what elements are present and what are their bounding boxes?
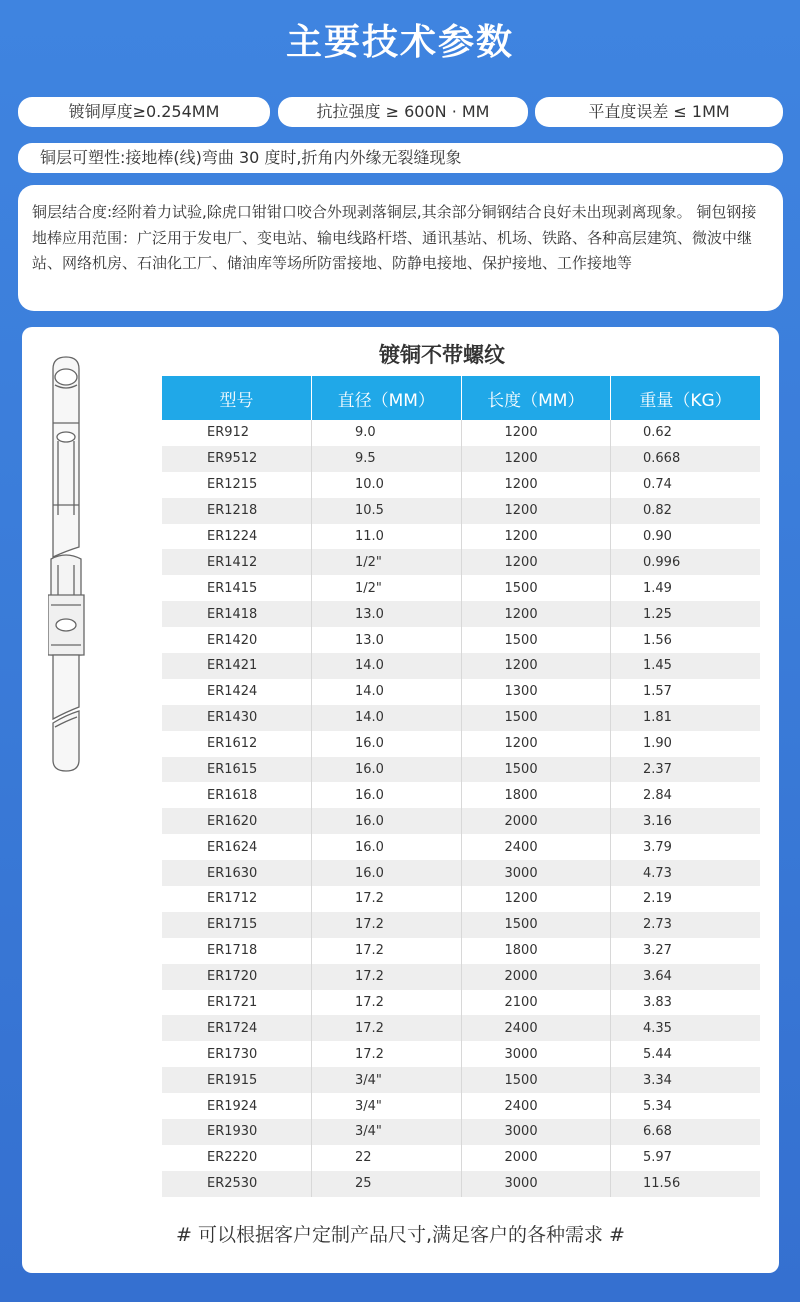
footer-note: # 可以根据客户定制产品尺寸,满足客户的各种需求 # [176,1224,625,1246]
cell-length: 1200 [461,498,611,524]
table-row [162,1145,760,1171]
cell-model: ER1624 [207,839,258,855]
table-row [162,575,760,601]
cell-diameter: 9.5 [312,446,462,472]
cell-model: ER1420 [207,632,258,648]
cell-diameter: 16.0 [312,782,462,808]
cell-length: 1200 [461,601,611,627]
header-weight: 重量（KG） [611,376,761,420]
table-row [162,653,760,679]
cell-model: ER912 [207,425,250,441]
cell-model: ER1218 [162,498,312,524]
cell-weight: 0.82 [611,498,761,524]
table-row [162,524,760,550]
cell-diameter: 16.0 [312,834,462,860]
cell-diameter: 17.2 [312,1041,462,1067]
cell-diameter: 3/4" [312,1093,462,1119]
cell-diameter: 11.0 [312,524,462,550]
cell-weight: 3.64 [611,964,761,990]
header-model: 型号 [162,376,312,420]
cell-diameter: 22 [312,1145,462,1171]
header-diameter: 直径（MM） [312,376,462,420]
table-row [162,705,760,731]
cell-model: ER9512 [162,446,312,472]
cell-diameter: 3/4" [312,1119,462,1145]
cell-length: 3000 [461,1119,611,1145]
table-row [162,627,760,653]
cell-weight: 0.90 [611,524,761,550]
cell-length: 1200 [461,472,611,498]
cell-model: ER1415 [207,580,258,596]
cell-model: ER1715 [162,912,312,938]
cell-model: ER1620 [162,808,312,834]
cell-model: ER1915 [162,1067,312,1093]
cell-weight: 1.25 [611,601,761,627]
cell-weight: 1.45 [611,653,761,679]
cell-length: 2400 [461,834,611,860]
table-row [162,860,760,886]
cell-diameter: 17.2 [312,990,462,1016]
cell-length: 1800 [461,782,611,808]
spec-thickness: 镀铜厚度≥0.254MM [18,97,270,127]
cell-diameter: 14.0 [312,705,462,731]
cell-diameter: 16.0 [312,731,462,757]
spec-table-card [22,327,779,1273]
table-row [162,679,760,705]
cell-length: 2400 [461,1093,611,1119]
cell-model: ER1430 [162,705,312,731]
cell-diameter: 17.2 [312,938,462,964]
table-row [162,808,760,834]
table-title: 镀铜不带螺纹 [379,343,505,367]
cell-diameter: 10.0 [312,472,462,498]
page-title: 主要技术参数 [285,22,514,63]
cell-model: ER1424 [207,684,258,700]
table-row [162,1041,760,1067]
cell-model: ER1215 [207,477,258,493]
cell-diameter: 13.0 [312,627,462,653]
table-row [162,446,760,472]
cell-model: ER1930 [162,1119,312,1145]
cell-weight: 3.79 [611,834,761,860]
table-row [162,1119,760,1145]
cell-weight: 11.56 [611,1171,761,1197]
cell-weight: 4.73 [611,860,761,886]
cell-length: 1800 [461,938,611,964]
cell-model: ER1618 [207,787,258,803]
cell-model: ER1615 [162,757,312,783]
description-text: 铜层结合度:经附着力试验,除虎口钳钳口咬合外现剥落铜层,其余部分铜钢结合良好未出现剥离现象。 铜包钢接地棒应用范围：广泛用于发电厂、变电站、输电线路杆塔、通讯基站、机场、铁路、各种高层建筑、微波中继站、网络机房、石油化工厂、储油库等场所防雷接地、防静电接地、保护接地、工作接地等 [32,203,757,272]
cell-model: ER1924 [207,1098,258,1114]
cell-diameter: 13.0 [312,601,462,627]
table-row [162,498,760,524]
cell-weight: 3.16 [611,808,761,834]
table-header-row [162,376,760,420]
table-row [162,938,760,964]
cell-length: 1200 [461,549,611,575]
table-row [162,601,760,627]
cell-length: 1500 [461,757,611,783]
cell-weight: 5.97 [611,1145,761,1171]
cell-weight: 0.668 [611,446,761,472]
cell-weight: 3.27 [611,938,761,964]
cell-weight: 2.19 [611,886,761,912]
cell-weight: 0.62 [611,420,761,446]
header-length: 长度（MM） [461,376,611,420]
cell-model: ER1712 [207,891,258,907]
cell-diameter: 3/4" [312,1067,462,1093]
cell-diameter: 14.0 [312,653,462,679]
cell-model: ER2220 [207,1150,258,1166]
cell-weight: 4.35 [611,1015,761,1041]
cell-length: 2400 [461,1015,611,1041]
cell-diameter: 25 [312,1171,462,1197]
spec-table [162,376,760,1197]
cell-length: 2000 [461,1145,611,1171]
cell-diameter: 17.2 [312,964,462,990]
cell-model: ER1724 [162,1015,312,1041]
cell-weight: 3.34 [611,1067,761,1093]
cell-model: ER1721 [207,995,258,1011]
cell-model: ER1730 [207,1046,258,1062]
cell-weight: 3.83 [611,990,761,1016]
cell-weight: 1.56 [611,627,761,653]
cell-model: ER1630 [162,860,312,886]
cell-length: 3000 [461,860,611,886]
cell-weight: 2.37 [611,757,761,783]
table-row [162,1171,760,1197]
cell-length: 1500 [461,627,611,653]
cell-diameter: 17.2 [312,886,462,912]
cell-length: 1200 [461,653,611,679]
cell-diameter: 9.0 [312,420,462,446]
cell-diameter: 1/2" [312,549,462,575]
cell-length: 1200 [461,420,611,446]
table-row [162,964,760,990]
cell-model: ER1412 [162,549,312,575]
cell-model: ER1421 [162,653,312,679]
cell-model: ER1418 [162,601,312,627]
cell-weight: 1.57 [611,679,761,705]
table-row [162,549,760,575]
cell-length: 2000 [461,808,611,834]
cell-model: ER1224 [207,529,258,544]
cell-diameter: 1/2" [312,575,462,601]
ground-rod-illustration [48,355,104,775]
table-row [162,912,760,938]
table-row [162,782,760,808]
cell-length: 1500 [461,705,611,731]
cell-weight: 1.49 [611,575,761,601]
table-row [162,1015,760,1041]
cell-diameter: 10.5 [312,498,462,524]
cell-length: 1200 [461,446,611,472]
table-row [162,886,760,912]
table-row [162,420,760,446]
cell-length: 3000 [461,1171,611,1197]
cell-model: ER1720 [162,964,312,990]
cell-weight: 1.81 [611,705,761,731]
description-box [18,185,783,311]
cell-weight: 0.74 [611,472,761,498]
table-body [162,420,760,1197]
cell-diameter: 17.2 [312,1015,462,1041]
table-row [162,1067,760,1093]
cell-model: ER1718 [207,943,258,959]
cell-length: 1200 [461,886,611,912]
cell-length: 1200 [461,731,611,757]
cell-model: ER2530 [162,1171,312,1197]
spec-flatness: 平直度误差 ≤ 1MM [535,97,783,127]
cell-length: 1200 [461,524,611,550]
cell-weight: 2.73 [611,912,761,938]
cell-weight: 1.90 [611,731,761,757]
cell-diameter: 16.0 [312,808,462,834]
table-row [162,990,760,1016]
table-row [162,472,760,498]
cell-length: 1300 [461,679,611,705]
spec-tensile-strength: 抗拉强度 ≥ 600N · MM [278,97,528,127]
cell-length: 1500 [461,912,611,938]
spec-plasticity: 铜层可塑性:接地棒(线)弯曲 30 度时,折角内外缘无裂缝现象 [18,143,783,173]
cell-weight: 0.996 [611,549,761,575]
cell-length: 3000 [461,1041,611,1067]
cell-weight: 6.68 [611,1119,761,1145]
table-row [162,731,760,757]
cell-weight: 5.44 [611,1041,761,1067]
cell-model: ER1612 [207,736,258,752]
cell-diameter: 16.0 [312,757,462,783]
table-row [162,834,760,860]
cell-weight: 5.34 [611,1093,761,1119]
cell-length: 1500 [461,1067,611,1093]
cell-length: 1500 [461,575,611,601]
cell-length: 2000 [461,964,611,990]
cell-length: 2100 [461,990,611,1016]
table-row [162,1093,760,1119]
cell-diameter: 16.0 [312,860,462,886]
cell-diameter: 14.0 [312,679,462,705]
cell-weight: 2.84 [611,782,761,808]
table-row [162,757,760,783]
cell-diameter: 17.2 [312,912,462,938]
